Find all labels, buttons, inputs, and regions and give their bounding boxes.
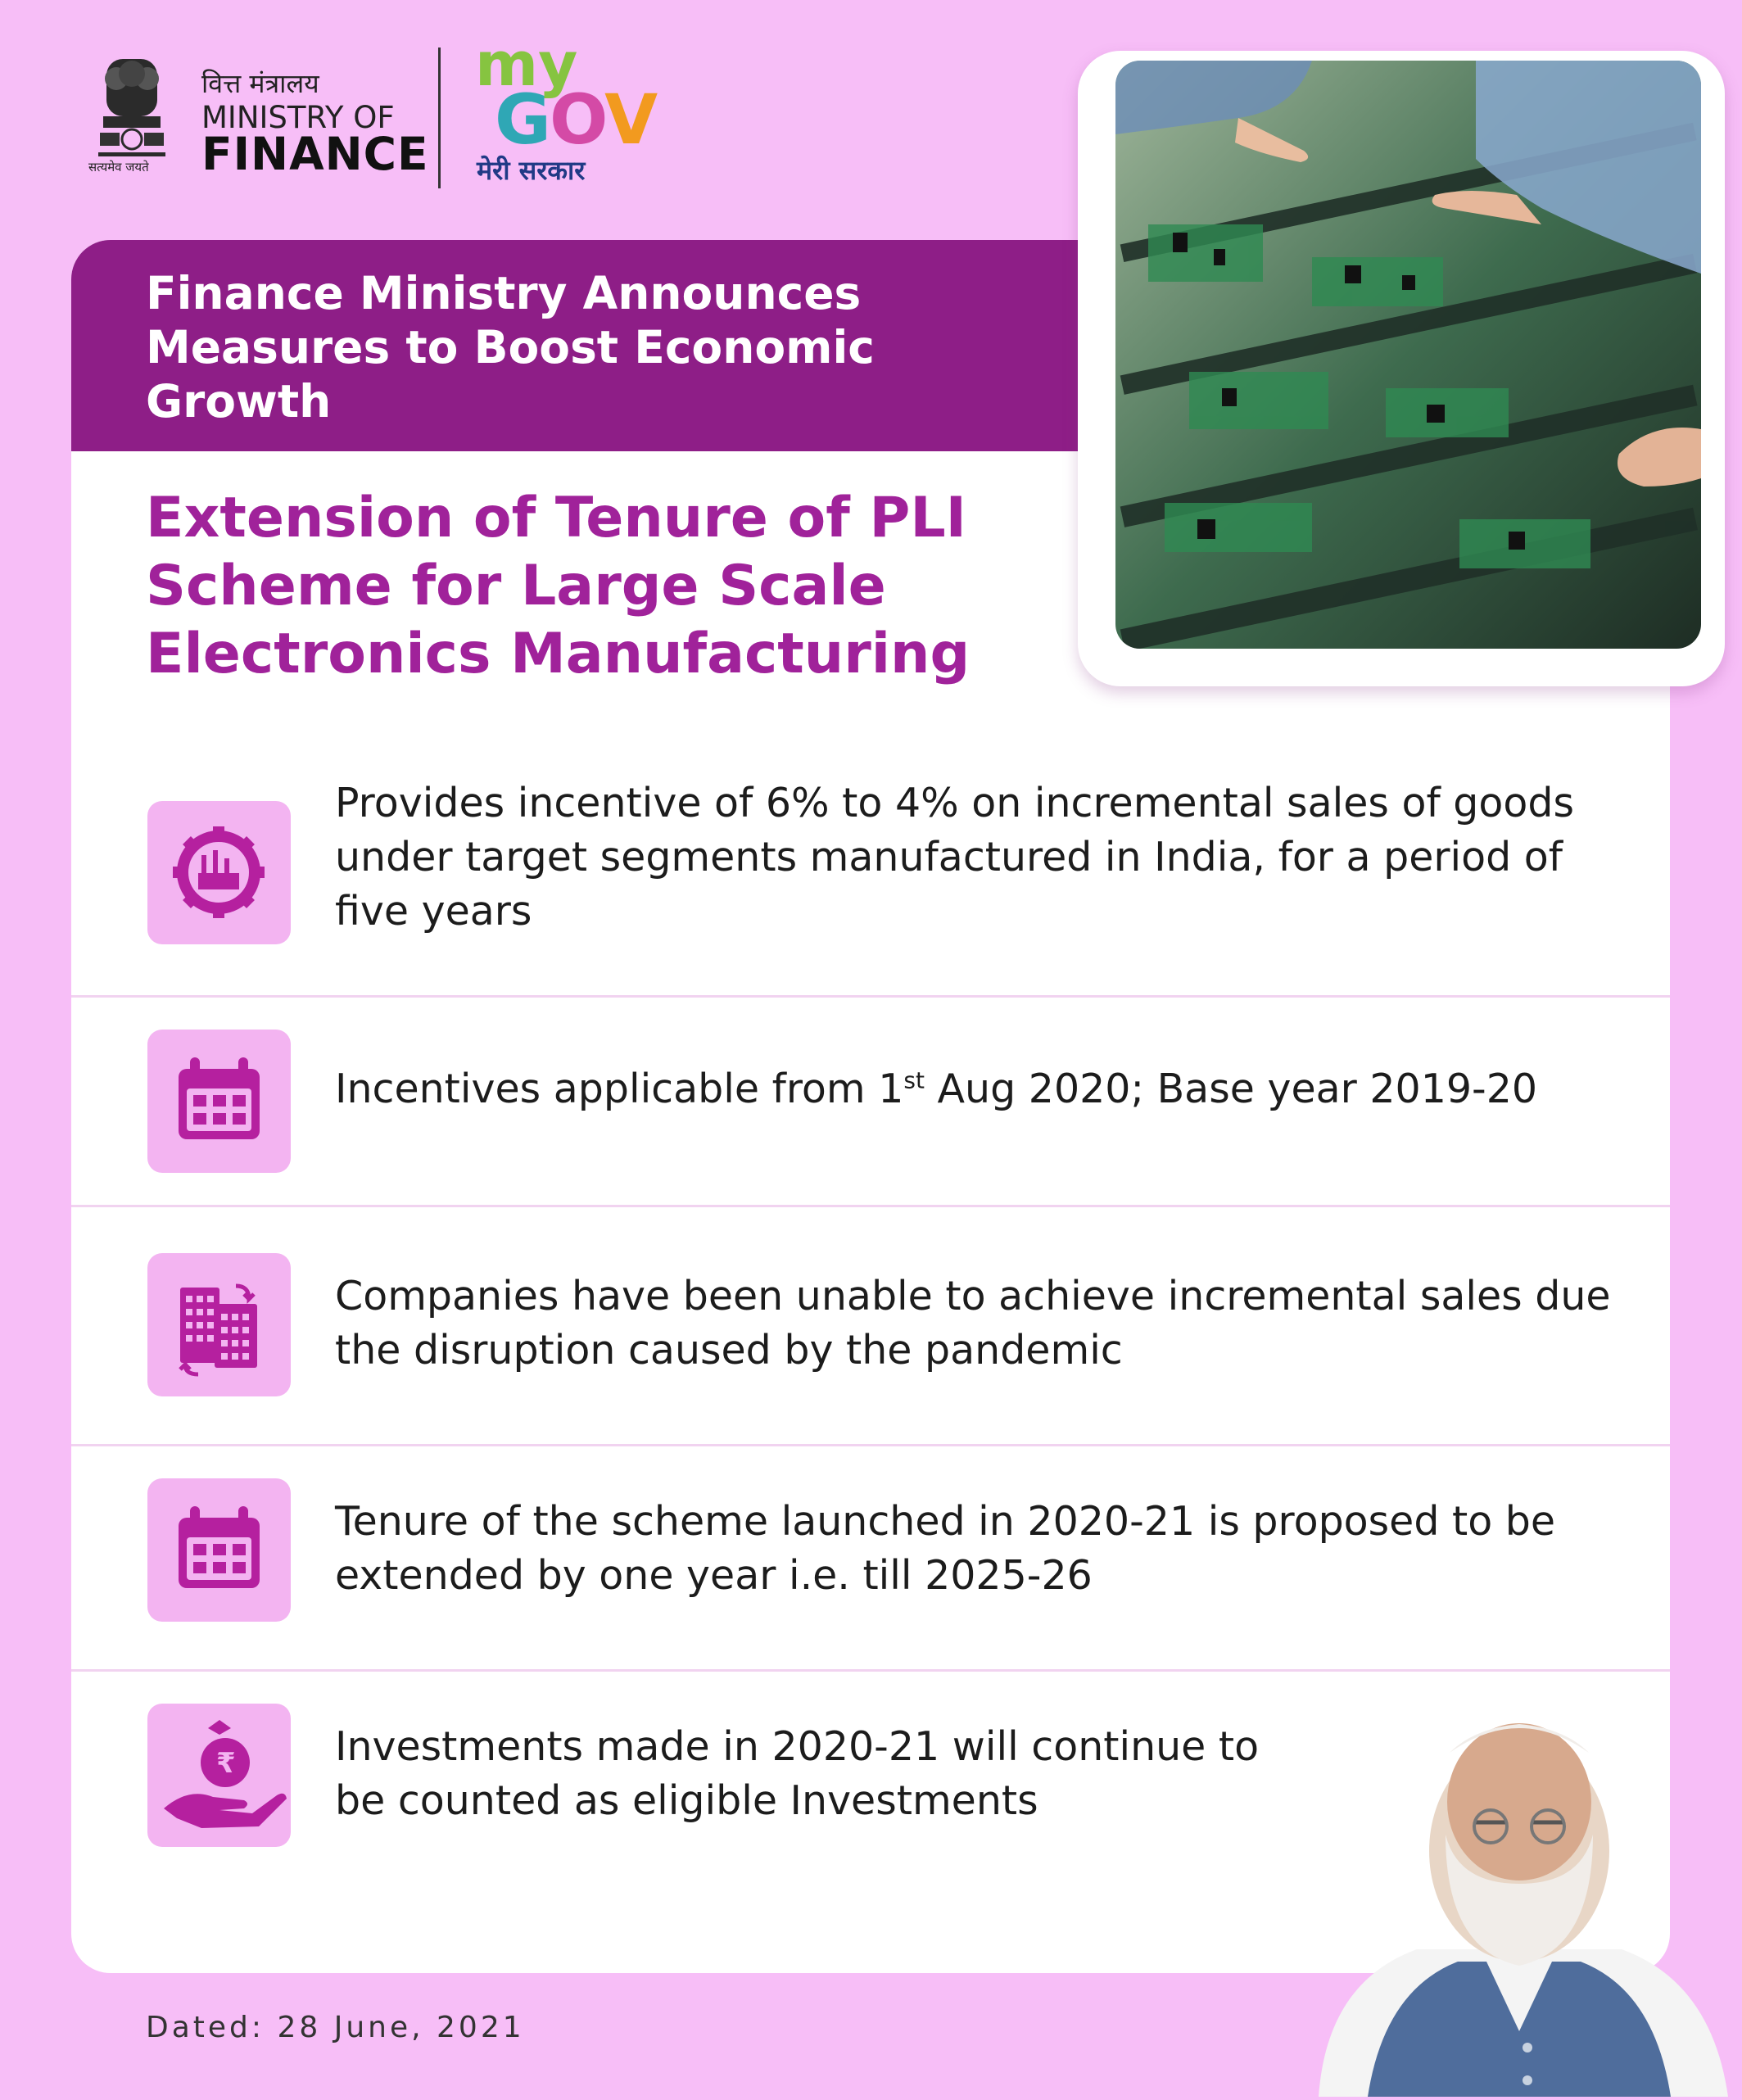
- money-bag-hand-icon: [147, 1704, 291, 1847]
- row-divider: [71, 1205, 1670, 1207]
- mygov-logo-my: my: [475, 29, 578, 100]
- ministry-name-line2: FINANCE: [201, 128, 429, 180]
- svg-text:₹: ₹: [216, 1747, 236, 1780]
- mygov-tagline-hindi: मेरी सरकार: [477, 155, 586, 186]
- headline: Finance Ministry Announces Measures to Boost Economic Growth: [146, 267, 875, 428]
- point-text: Provides incentive of 6% to 4% on incremental sales of goods under target segments manufactured in India, for a period of five years: [335, 780, 1574, 935]
- electronics-manufacturing-photo: [1115, 61, 1701, 649]
- ordinal-suffix: st: [903, 1066, 925, 1094]
- date-stamp: Dated: 28 June, 2021: [146, 2011, 525, 2044]
- calendar-icon: [147, 1478, 291, 1622]
- person-portrait: [1294, 1679, 1742, 2097]
- point-text-start: Incentives applicable from 1: [335, 1066, 904, 1112]
- point-text: Tenure of the scheme launched in 2020-21 is proposed to be extended by one year i.e. till 2025-26: [335, 1498, 1556, 1599]
- mygov-letter-o: O: [549, 79, 605, 160]
- calendar-icon: [147, 1030, 291, 1173]
- mygov-logo-gov: [495, 79, 657, 160]
- factory-gear-icon: [147, 801, 291, 944]
- logo-divider: [438, 48, 441, 188]
- ministry-name-hindi: वित्त मंत्रालय: [201, 68, 319, 99]
- national-emblem-logo: [88, 54, 172, 177]
- point-text: [335, 1062, 1613, 1116]
- row-divider: [71, 1669, 1670, 1672]
- point-text: Investments made in 2020-21 will continue to be counted as eligible Investments: [335, 1723, 1260, 1824]
- row-divider: [71, 1444, 1670, 1446]
- mygov-letter-v: V: [604, 79, 657, 160]
- point-text-end: Aug 2020; Base year 2019-20: [924, 1066, 1538, 1112]
- mygov-letter-g: G: [495, 79, 550, 160]
- subtitle: Extension of Tenure of PLI Scheme for Large Scale Electronics Manufacturing: [146, 486, 971, 686]
- row-divider: [71, 995, 1670, 998]
- emblem-motto: सत्यमेव जयते: [88, 160, 149, 174]
- buildings-exchange-icon: [147, 1253, 291, 1396]
- ministry-name-line1: MINISTRY OF: [201, 100, 395, 135]
- point-text: Companies have been unable to achieve incremental sales due the disruption caused by the pandemic: [335, 1273, 1611, 1374]
